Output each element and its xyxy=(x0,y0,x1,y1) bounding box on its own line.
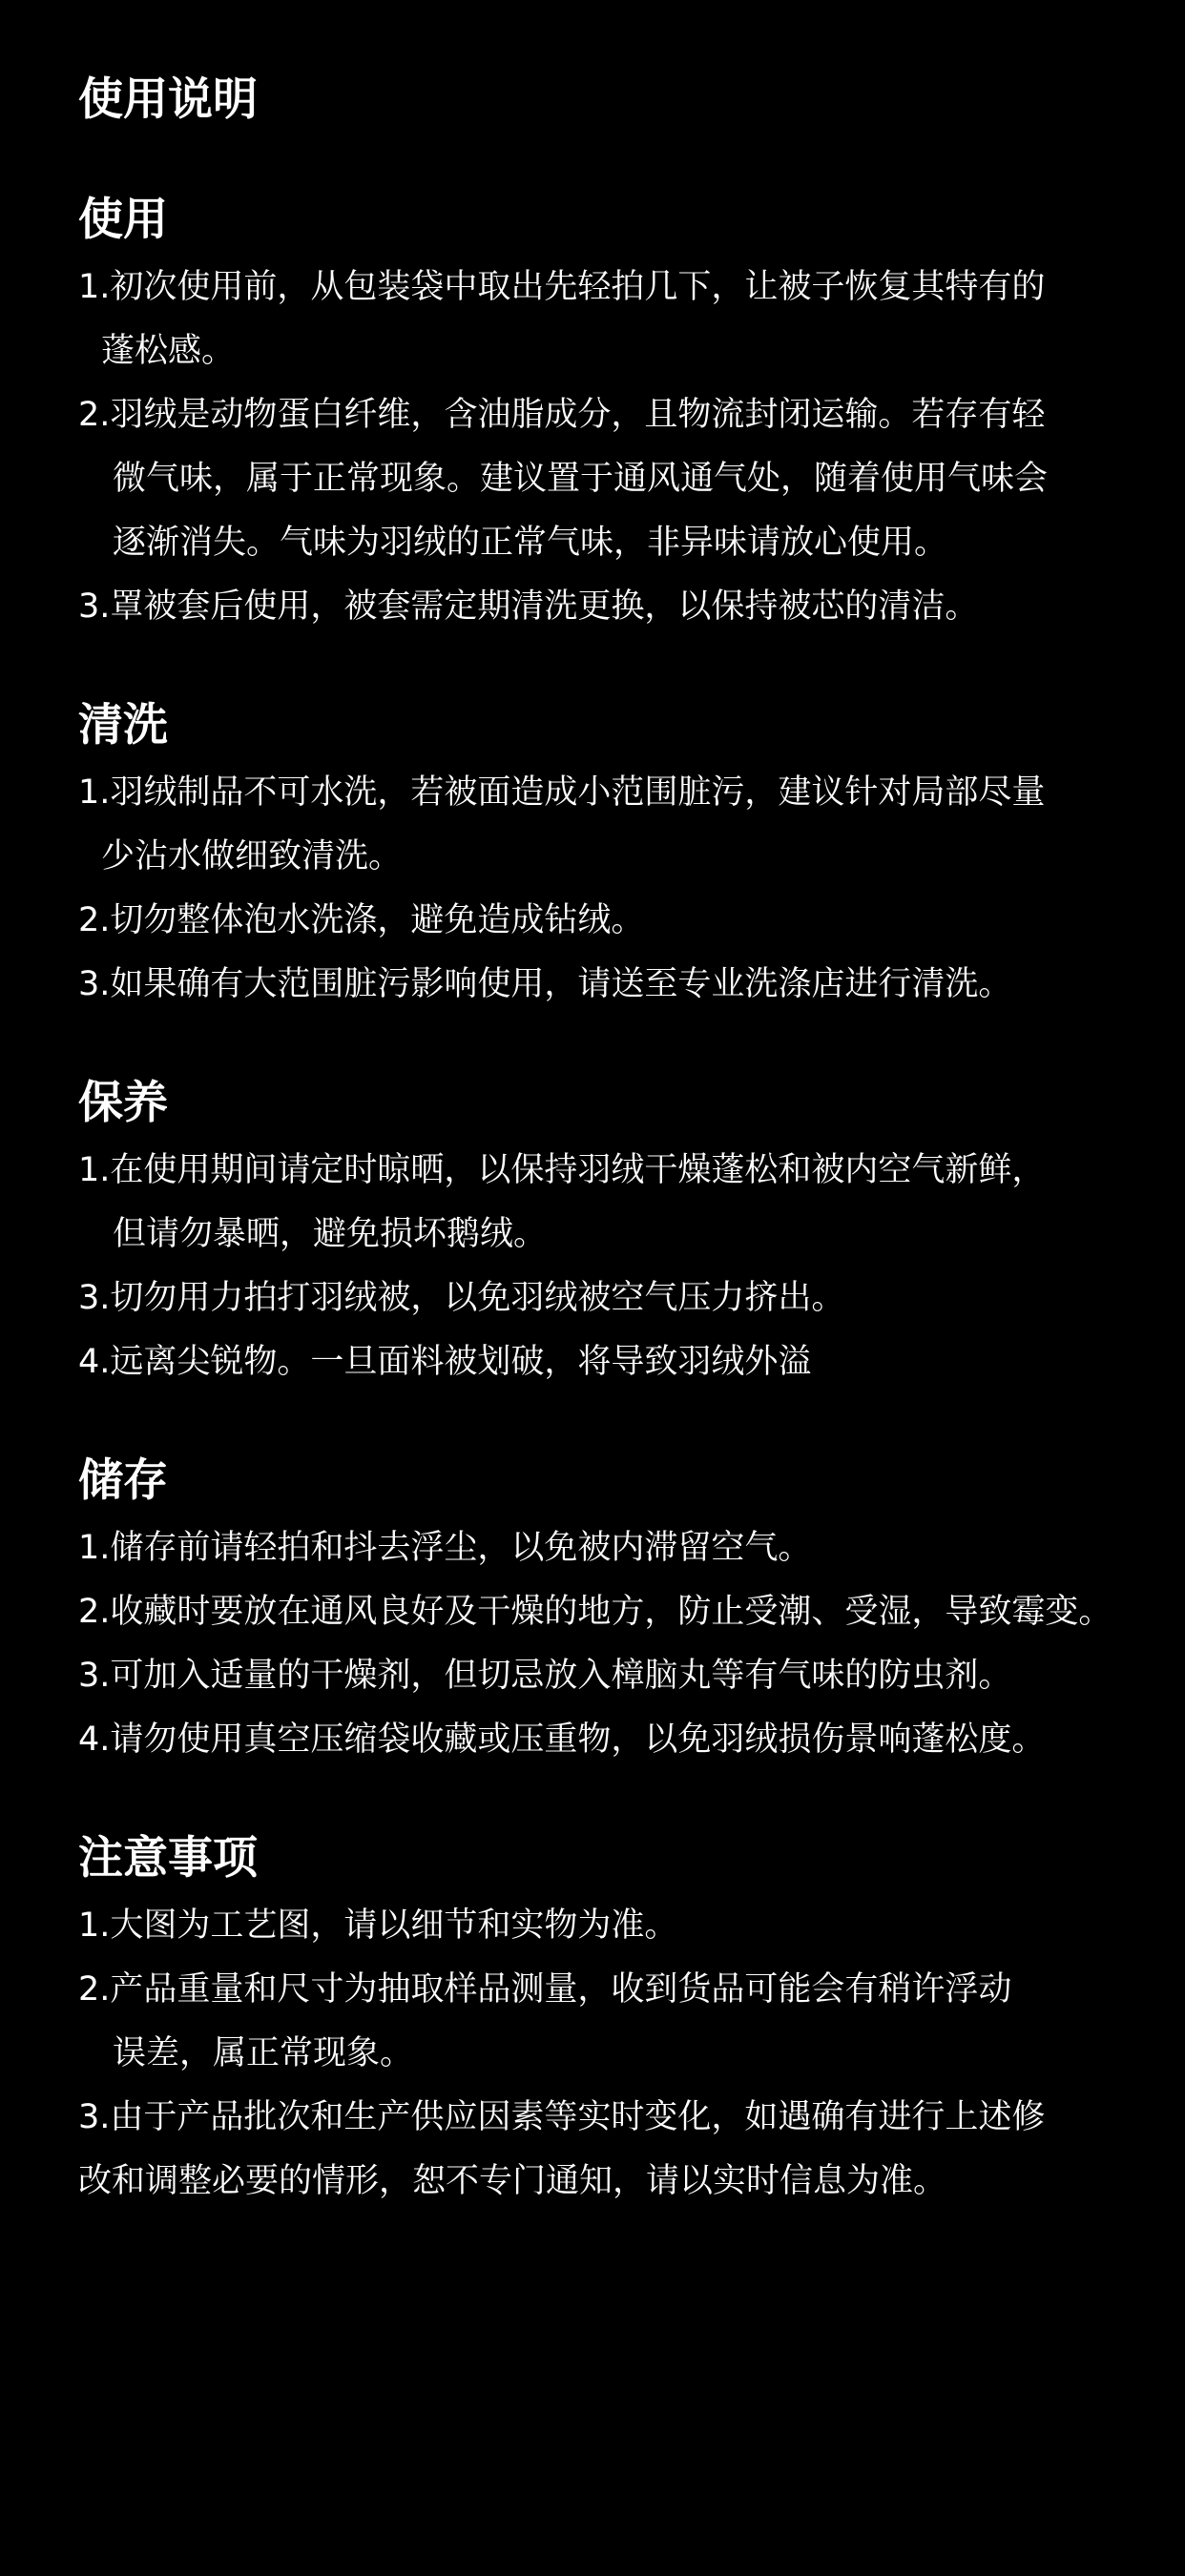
washing-line-1-cont: 少沾水做细致清洗。 xyxy=(101,837,403,876)
maintenance-line-3: 3.切勿用力拍打羽绒被，以免羽绒被空气压力挤出。 xyxy=(78,1279,845,1317)
section-heading-usage: 使用 xyxy=(78,194,168,246)
section-storage xyxy=(78,1448,1147,1772)
usage-line-2: 2.羽绒是动物蛋白纤维，含油脂成分，且物流封闭运输。若存有轻 xyxy=(78,396,1046,434)
usage-line-1-cont: 蓬松感。 xyxy=(101,332,236,370)
maintenance-line-1-cont: 但请勿暴晒，避免损坏鹅绒。 xyxy=(113,1215,548,1253)
section-maintenance xyxy=(78,1070,1147,1394)
maintenance-line-1: 1.在使用期间请定时晾晒，以保持羽绒干燥蓬松和被内空气新鲜， xyxy=(78,1151,1046,1189)
notes-line-1: 1.大图为工艺图，请以细节和实物为准。 xyxy=(78,1906,678,1945)
usage-line-2-cont-b: 逐渐消失。气味为羽绒的正常气味，非异味请放心使用。 xyxy=(113,524,948,562)
storage-line-4: 4.请勿使用真空压缩袋收藏或压重物，以免羽绒损伤景响蓬松度。 xyxy=(78,1721,1046,1759)
storage-line-3: 3.可加入适量的干燥剂，但切忌放入樟脑丸等有气味的防虫剂。 xyxy=(78,1657,1012,1695)
section-heading-notes: 注意事项 xyxy=(78,1832,258,1885)
notes-line-3-cont: 改和调整必要的情形，恕不专门通知，请以实时信息为准。 xyxy=(78,2162,947,2200)
section-notes xyxy=(78,1825,1147,2214)
notes-line-2: 2.产品重量和尺寸为抽取样品测量，收到货品可能会有稍许浮动 xyxy=(78,1970,1012,2009)
usage-line-1: 1.初次使用前，从包装袋中取出先轻拍几下，让被子恢复其特有的 xyxy=(78,268,1046,306)
section-heading-washing: 清洗 xyxy=(78,699,168,752)
washing-line-3: 3.如果确有大范围脏污影响使用，请送至专业洗涤店进行清洗。 xyxy=(78,965,1012,1003)
page-title: 使用说明 xyxy=(78,73,258,126)
usage-line-2-cont-a: 微气味，属于正常现象。建议置于通风通气处，随着使用气味会 xyxy=(113,460,1049,498)
maintenance-line-4: 4.远离尖锐物。一旦面料被划破，将导致羽绒外溢 xyxy=(78,1343,812,1381)
notes-line-3: 3.由于产品批次和生产供应因素等实时变化，如遇确有进行上述修 xyxy=(78,2098,1046,2136)
section-washing xyxy=(78,692,1147,1017)
section-usage xyxy=(78,187,1147,639)
section-heading-maintenance: 保养 xyxy=(78,1077,168,1129)
notes-line-2-cont: 误差，属正常现象。 xyxy=(113,2034,414,2072)
usage-line-3: 3.罩被套后使用，被套需定期清洗更换，以保持被芯的清洁。 xyxy=(78,587,979,626)
washing-line-1: 1.羽绒制品不可水洗，若被面造成小范围脏污，建议针对局部尽量 xyxy=(78,773,1046,812)
instructions-page xyxy=(78,67,1147,2214)
storage-line-1: 1.储存前请轻拍和抖去浮尘，以免被内滞留空气。 xyxy=(78,1529,812,1567)
section-heading-storage: 储存 xyxy=(78,1454,168,1507)
washing-line-2: 2.切勿整体泡水洗涤，避免造成钻绒。 xyxy=(78,901,645,939)
storage-line-2: 2.收藏时要放在通风良好及干燥的地方，防止受潮、受湿，导致霉变。 xyxy=(78,1593,1112,1631)
